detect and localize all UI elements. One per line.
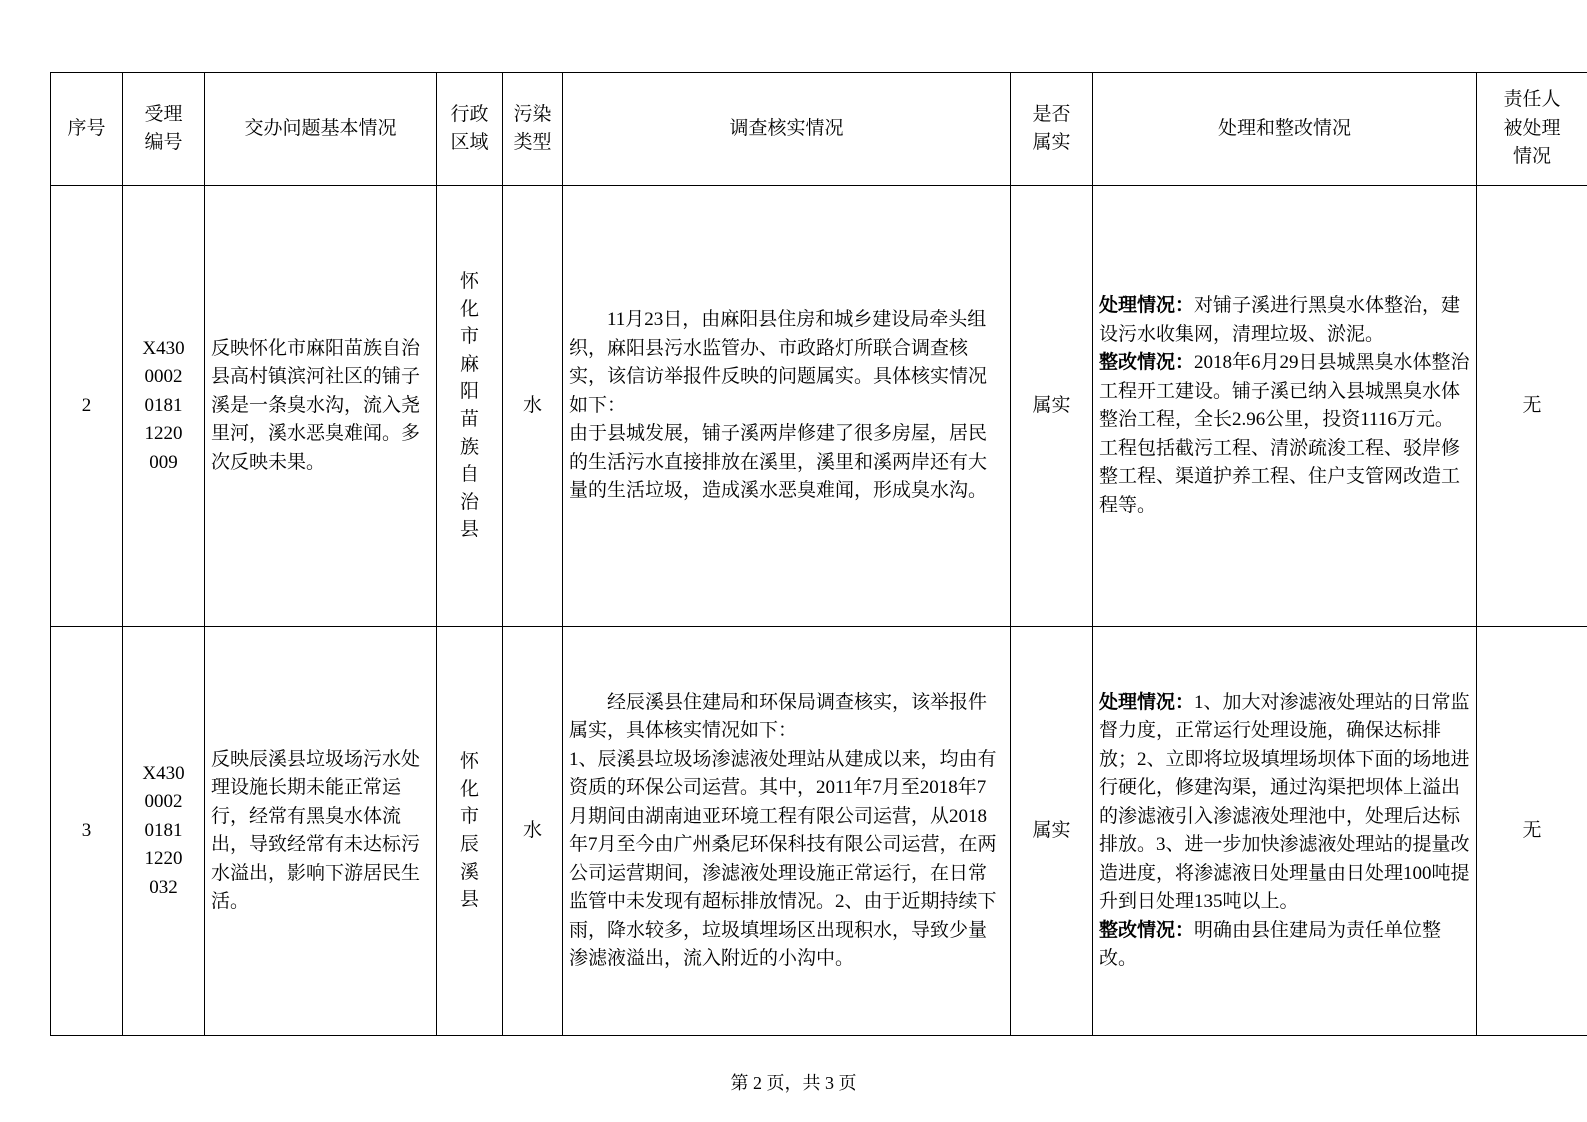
rectification-label: 整改情况：: [1099, 352, 1195, 373]
cell-region-text: 怀化市麻阳苗族自治县: [459, 271, 479, 541]
table-header-row: [51, 73, 1587, 186]
cell-pollution-type: 水: [503, 186, 563, 627]
cell-verified: 属实: [1011, 627, 1093, 1036]
cell-code-line: X430: [142, 337, 185, 359]
investigation-paragraph: 经辰溪县住建局和环保局调查核实，该举报件属实，具体核实情况如下：: [569, 691, 988, 741]
cell-seq: 2: [51, 186, 123, 627]
column-header-region-line2: 区域: [450, 132, 489, 153]
cell-code-line: 1220: [144, 848, 183, 870]
cell-seq: 3: [51, 627, 123, 1036]
cell-verified: 属实: [1011, 186, 1093, 627]
handling-text: 1、加大对渗滤液处理站的日常监督力度，正常运行处理设施，确保达标排放；2、立即将垃圾填埋场坝体下面的场地进行硬化，修建沟渠，通过沟渠把坝体上溢出的渗滤液引入渗滤液处理池中，处理后达标排放。3、进一步加快渗滤液处理站的提量改造进度，将渗滤液日处理量由日处理100吨提升到日处理135吨以上。: [1099, 691, 1470, 912]
cell-code: [123, 186, 205, 627]
cell-handling: [1093, 186, 1477, 627]
investigation-paragraph: 1、辰溪县垃圾场渗滤液处理站从建成以来，均由有资质的环保公司运营。其中，2011年7月至2018年7月期间由湖南迪亚环境工程有限公司运营，从2018年7月至今由广州桑尼环保科技有限公司运营，在两公司运营期间，渗滤液处理设施正常运行，在日常监管中未发现有超标排放情况。2、由于近期持续下雨，降水较多，垃圾填埋场区出现积水，导致少量渗滤液溢出，流入附近的小沟中。: [569, 748, 997, 969]
cell-region-text: 怀化市辰溪县: [459, 751, 479, 911]
cell-code-line: 0002: [144, 791, 183, 813]
column-header-verified-line2: 属实: [1032, 132, 1071, 153]
cell-pollution-type: 水: [503, 627, 563, 1036]
column-header-person-line1: 责任人: [1503, 89, 1561, 111]
cell-code-line: 009: [149, 451, 178, 473]
cell-investigation: [563, 186, 1011, 627]
column-header-handling: 处理和整改情况: [1093, 73, 1477, 186]
column-header-responsible-person: [1477, 73, 1587, 186]
column-header-person-line3: 情况: [1512, 146, 1551, 168]
table-body: [51, 186, 1587, 1036]
handling-paragraph: [1099, 292, 1470, 349]
cell-code-line: X430: [142, 762, 185, 784]
cases-table: [50, 72, 1587, 1036]
rectification-paragraph: [1099, 917, 1470, 974]
cell-description: 反映辰溪县垃圾场污水处理设施长期未能正常运行，经常有黑臭水体流出，导致经常有未达标污水溢出，影响下游居民生活。: [205, 627, 437, 1036]
column-header-code-line2: 编号: [144, 132, 183, 153]
column-header-code: [123, 73, 205, 186]
cell-description: 反映怀化市麻阳苗族自治县高村镇滨河社区的铺子溪是一条臭水沟，流入尧里河，溪水恶臭难闻。多次反映未果。: [205, 186, 437, 627]
cell-responsible-person: 无: [1477, 627, 1587, 1036]
column-header-description: 交办问题基本情况: [205, 73, 437, 186]
column-header-region-line1: 行政: [450, 103, 489, 125]
column-header-verified: [1011, 73, 1093, 186]
cell-code-line: 0181: [144, 394, 183, 416]
table-header: [51, 73, 1587, 186]
cell-code: [123, 627, 205, 1036]
investigation-paragraph: 11月23日，由麻阳县住房和城乡建设局牵头组织，麻阳县污水监管办、市政路灯所联合调查核实，该信访举报件反映的问题属实。具体核实情况如下：: [569, 309, 988, 416]
rectification-label: 整改情况：: [1099, 919, 1195, 941]
handling-paragraph: [1099, 689, 1470, 917]
cell-handling: [1093, 627, 1477, 1036]
cell-region: [437, 186, 503, 627]
rectification-text: 2018年6月29日县城黑臭水体整治工程开工建设。铺子溪已纳入县城黑臭水体整治工程，全长2.96公里，投资1116万元。工程包括截污工程、清淤疏浚工程、驳岸修整工程、渠道护养工程、住户支管网改造工程等。: [1099, 352, 1470, 516]
rectification-text: 明确由县住建局为责任单位整改。: [1099, 919, 1442, 969]
handling-text: 对铺子溪进行黑臭水体整治，建设污水收集网，清理垃圾、淤泥。: [1099, 295, 1461, 345]
column-header-pollution-type: [503, 73, 563, 186]
column-header-verified-line1: 是否: [1032, 103, 1071, 125]
column-header-type-line2: 类型: [513, 132, 552, 153]
cell-investigation: [563, 627, 1011, 1036]
column-header-code-line1: 受理: [144, 103, 183, 125]
rectification-paragraph: [1099, 349, 1470, 520]
cell-region: [437, 627, 503, 1036]
cell-responsible-person: 无: [1477, 186, 1587, 627]
handling-label: 处理情况：: [1099, 691, 1195, 713]
handling-label: 处理情况：: [1099, 295, 1195, 316]
column-header-investigation: 调查核实情况: [563, 73, 1011, 186]
column-header-type-line1: 污染: [513, 103, 552, 125]
cell-code-line: 0181: [144, 819, 183, 841]
investigation-paragraph: 由于县城发展，铺子溪两岸修建了很多房屋，居民的生活污水直接排放在溪里，溪里和溪两岸还有大量的生活垃圾，造成溪水恶臭难闻，形成臭水沟。: [569, 423, 988, 502]
page-footer: 第 2 页，共 3 页: [730, 1073, 857, 1093]
table-row: [51, 186, 1587, 627]
table-row: [51, 627, 1587, 1036]
column-header-seq: 序号: [51, 73, 123, 186]
column-header-region: [437, 73, 503, 186]
cell-code-line: 0002: [144, 366, 183, 388]
cell-code-line: 032: [149, 876, 178, 898]
column-header-person-line2: 被处理: [1503, 117, 1561, 139]
cell-code-line: 1220: [144, 423, 183, 445]
